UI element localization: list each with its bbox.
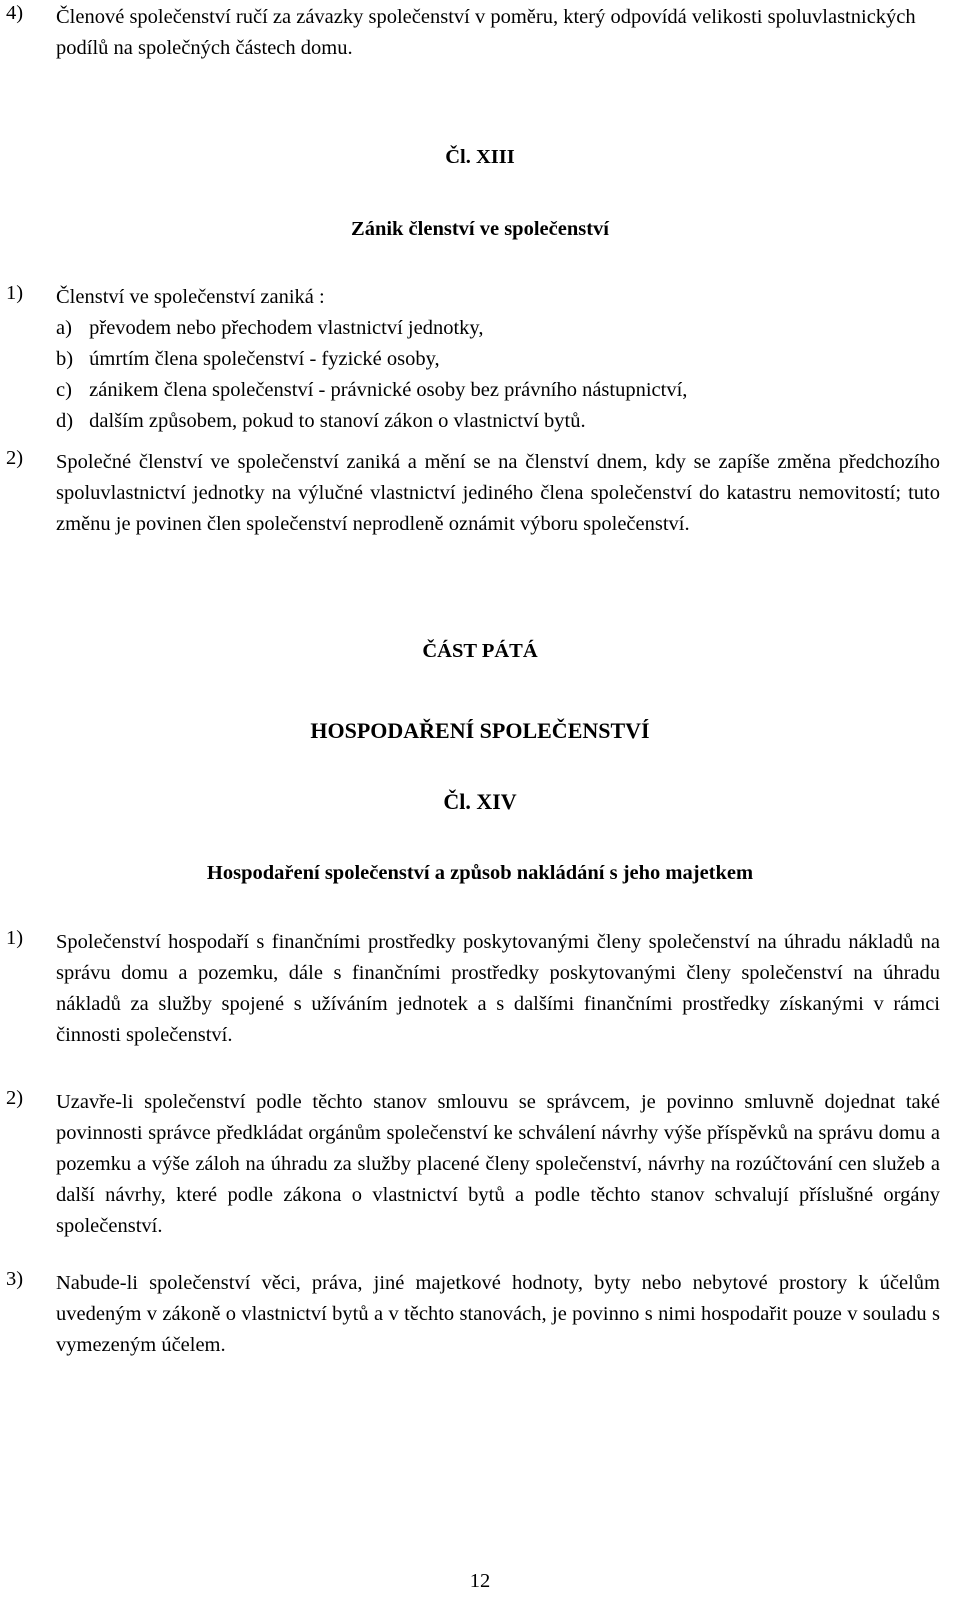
page-number: 12 xyxy=(469,1570,491,1592)
article-14-paragraph-1 xyxy=(6,927,940,1051)
paragraph-text: Nabude-li společenství věci, práva, jiné majetkové hodnoty, byty nebo nebytové prostory k účelům uvedeným v zákoně o vlastnictví bytů a v těchto stanovách, je povinno s nimi hospodařit pouze v souladu s vymezeným účelem. xyxy=(56,1272,940,1356)
list-item-text: úmrtím člena společenství - fyzické osoby, xyxy=(89,348,440,370)
paragraph-intro: Členství ve společenství zaniká : xyxy=(56,286,325,308)
article-13-paragraph-1 xyxy=(6,282,940,437)
paragraph-number: 3) xyxy=(6,1268,24,1290)
article-14-paragraph-3 xyxy=(6,1268,940,1361)
list-item xyxy=(56,375,940,406)
paragraph-text: Členové společenství ručí za závazky společenství v poměru, který odpovídá velikosti spoluvlastnických podílů na společných částech domu. xyxy=(56,6,916,59)
part-5-title: HOSPODAŘENÍ SPOLEČENSTVÍ xyxy=(310,718,650,743)
paragraph-number: 2) xyxy=(6,1087,24,1109)
list-item xyxy=(56,344,940,375)
article-14-title: Hospodaření společenství a způsob nakládání s jeho majetkem xyxy=(206,862,754,884)
article-13-heading: Čl. XIII xyxy=(445,146,515,168)
list-item-label: d) xyxy=(56,410,74,432)
paragraph-number: 4) xyxy=(6,2,24,24)
paragraph-text: Uzavře-li společenství podle těchto stanov smlouvu se správcem, je povinno smluvně dojednat také povinnosti správce předkládat orgánům společenství ke schválení návrhy výše příspěvků na správu domu a pozemku a výše záloh na úhradu za služby placené členy společenství, návrhy na rozúčtování cen služeb a další návrhy, které podle zákona o vlastnictví bytů a podle těchto stanov schvalují příslušné orgány společenství. xyxy=(56,1091,940,1237)
paragraph-text: Společenství hospodaří s finančními prostředky poskytovanými členy společenství na úhradu nákladů na správu domu a pozemku, dále s finančními prostředky poskytovanými členy společenství na úhradu nákladů za služby spojené s užíváním jednotek a s dalšími finančními prostředky získanými v rámci činnosti společenství. xyxy=(56,931,940,1046)
list-item-label: b) xyxy=(56,348,74,370)
enumerated-list xyxy=(56,313,940,437)
paragraph-number: 1) xyxy=(6,927,24,949)
paragraph-number: 2) xyxy=(6,447,24,469)
list-item-text: zánikem člena společenství - právnické osoby bez právního nástupnictví, xyxy=(89,379,688,401)
paragraph-4 xyxy=(6,2,940,64)
paragraph-number: 1) xyxy=(6,282,24,304)
paragraph-text: Společné členství ve společenství zaniká a mění se na členství dnem, kdy se zapíše změna předchozího spoluvlastnictví jednotky na výlučné vlastnictví jediného člena společenství do katastru nemovitostí; tuto změnu je povinen člen společenství neprodleně oznámit výboru společenství. xyxy=(56,451,940,535)
article-13-title: Zánik členství ve společenství xyxy=(351,218,609,240)
article-13-paragraph-2 xyxy=(6,447,940,540)
list-item-text: dalším způsobem, pokud to stanoví zákon o vlastnictví bytů. xyxy=(89,410,586,432)
list-item-text: převodem nebo přechodem vlastnictví jednotky, xyxy=(89,317,484,339)
article-14-paragraph-2 xyxy=(6,1087,940,1242)
list-item xyxy=(56,313,940,344)
list-item-label: a) xyxy=(56,317,72,339)
part-5-heading: ČÁST PÁTÁ xyxy=(422,640,538,662)
list-item-label: c) xyxy=(56,379,72,401)
article-14-heading: Čl. XIV xyxy=(443,789,517,814)
list-item xyxy=(56,406,940,437)
